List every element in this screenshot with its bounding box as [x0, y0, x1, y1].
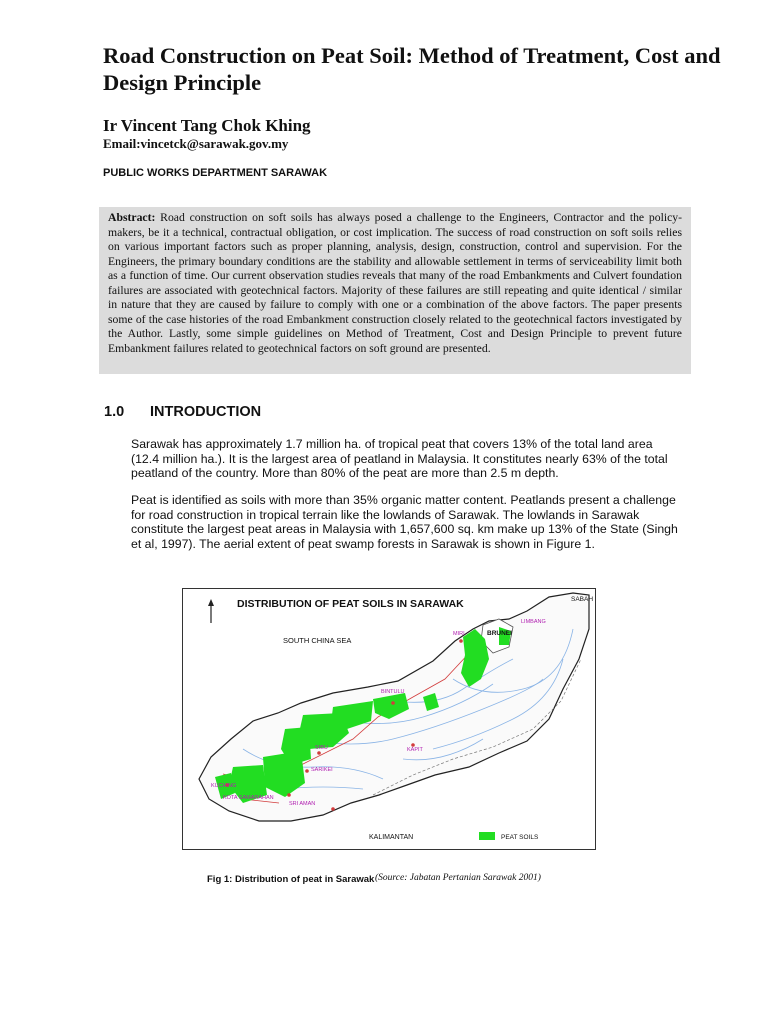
abstract-box	[99, 207, 691, 374]
label-sarikei: SARIKEI	[311, 767, 333, 773]
paragraph: Peat is identified as soils with more than 35% organic matter content. Peatlands present a challenge for road construction in tropical terrain like the lowlands of Sarawak. The lowlands in Sarawak constitute the largest peat areas in Malaysia with 1,657,600 sq. km make up 13% of the State (Singh et al, 1997). The aerial extent of peat swamp forests in Sarawak is shown in Figure 1.	[131, 493, 678, 551]
label-kalimantan: KALIMANTAN	[369, 834, 414, 841]
section-title: INTRODUCTION	[150, 404, 262, 420]
label-bintulu: BINTULU	[381, 689, 405, 695]
label-sri-aman: SRI AMAN	[289, 801, 316, 807]
label-sabah: SABAH	[571, 596, 594, 603]
label-sibu: SIBU	[315, 745, 328, 751]
author-name: Ir Vincent Tang Chok Khing	[103, 116, 311, 135]
paragraph: Sarawak has approximately 1.7 million ha. of tropical peat that covers 13% of the total land area (12.4 million ha.). It is the largest area of peatland in Malaysia. It constitutes nearly 63% of the total peatland of the country. More than 80% of the peat are more than 2.5 m depth.	[131, 437, 668, 481]
label-limbang: LIMBANG	[521, 619, 546, 625]
label-kuching: KUCHING	[211, 783, 237, 789]
figure-map	[182, 588, 596, 850]
label-kota-samarahan: KOTA SAMARAHAN	[223, 795, 274, 801]
map-title: DISTRIBUTION OF PEAT SOILS IN SARAWAK	[237, 598, 464, 610]
figure-caption-source: (Source: Jabatan Pertanian Sarawak 2001)	[375, 873, 541, 883]
label-miri: MIRI	[453, 631, 465, 637]
north-arrow-icon	[208, 599, 214, 623]
author-email: Email:vincetck@sarawak.gov.my	[103, 136, 289, 151]
figure-caption: Fig 1: Distribution of peat in Sarawak	[207, 874, 375, 885]
department: PUBLIC WORKS DEPARTMENT SARAWAK	[103, 167, 328, 179]
label-kapit: KAPIT	[407, 747, 423, 753]
legend-swatch	[479, 832, 495, 840]
legend-label: PEAT SOILS	[501, 834, 539, 841]
sea-label: SOUTH CHINA SEA	[283, 636, 352, 645]
paper-title: Road Construction on Peat Soil: Method of Treatment, Cost and Design Principle	[103, 43, 721, 95]
map-graphic	[183, 589, 595, 849]
label-brunei: BRUNEI	[487, 630, 512, 637]
section-number: 1.0	[104, 404, 125, 420]
abstract-label: Abstract:	[108, 211, 156, 224]
abstract-text: Road construction on soft soils has always posed a challenge to the Engineers, Contractor and the policy-makers, be it a technical, contractual obligation, or cost implication. The success of road construction on soft soils relies on various important factors such as proper planning, analysis, design, construction, control and supervision. For the Engineers, the primary boundary conditions are the stability and allowable settlement in terms of serviceability limit both as a function of time. Our current observation studies reveals that many of the road Embankments and Culvert foundation failures are associated with geotechnical factors. Majority of these failures are still repeating and quite identical / similar in nature that they are caused by failure to comply with one or a combination of the above factors. The paper presents some of the case histories of the road Embankment construction closely related to the geotechnical factors investigated by the Author. Lastly, some simple guidelines on Method of Treatment, Cost and Design Principle to prevent future Embankment failures related to geotechnical factors on soft ground are presented.	[108, 211, 682, 355]
